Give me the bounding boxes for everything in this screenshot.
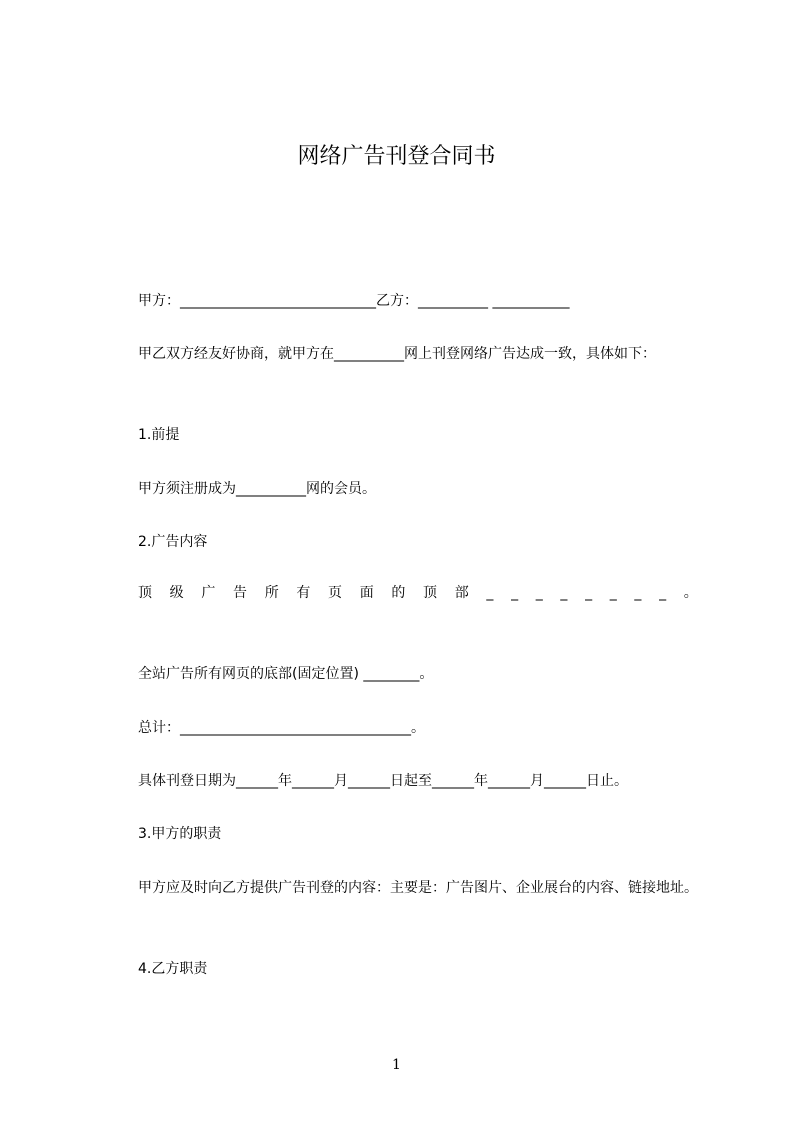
section-4-heading: 4.乙方职责 [138, 961, 208, 977]
section-1-heading: 1.前提 [138, 427, 180, 443]
top-ad-char: 有 [296, 585, 311, 601]
total-line: 总计：_________________________________。 [138, 720, 425, 736]
intro-paragraph: 甲乙双方经友好协商，就甲方在__________网上刊登网络广告达成一致，具体如下： [138, 346, 656, 362]
top-ad-char: 的 [391, 585, 406, 601]
top-ad-char: 顶 [138, 585, 152, 601]
section-1-text: 甲方须注册成为__________网的会员。 [138, 481, 376, 497]
top-ad-char: 部 [454, 585, 469, 601]
section-3-text: 甲方应及时向乙方提供广告刊登的内容：主要是：广告图片、企业展台的内容、链接地址。 [138, 880, 698, 896]
top-ad-period: 。 [683, 585, 698, 601]
top-ad-blank: _ [585, 585, 593, 601]
top-ad-char: 顶 [423, 585, 438, 601]
top-ad-blank: _ [634, 585, 642, 601]
top-ad-blank: _ [560, 585, 568, 601]
top-ad-blank: _ [511, 585, 519, 601]
top-ad-blank: _ [486, 585, 494, 601]
top-ad-char: 面 [359, 585, 374, 601]
document-title: 网络广告刊登合同书 [297, 144, 496, 169]
bottom-ad-line: 全站广告所有网页的底部(固定位置) ________。 [138, 666, 434, 682]
top-ad-char: 广 [201, 585, 216, 601]
top-ad-blank: _ [535, 585, 543, 601]
top-ad-char: 告 [233, 585, 248, 601]
section-2-heading: 2.广告内容 [138, 534, 208, 550]
page-number: 1 [392, 1057, 401, 1073]
date-line: 具体刊登日期为______年______月______日起至______年______月______日止。 [138, 773, 628, 789]
top-ad-blank: _ [659, 585, 667, 601]
top-ad-char: 所 [264, 585, 279, 601]
top-ad-line [138, 583, 698, 603]
top-ad-char: 级 [169, 585, 184, 601]
top-ad-blank: _ [609, 585, 617, 601]
top-ad-char: 页 [328, 585, 343, 601]
parties-line: 甲方：____________________________乙方：__________ ___________ [138, 293, 570, 309]
section-3-heading: 3.甲方的职责 [138, 826, 222, 842]
